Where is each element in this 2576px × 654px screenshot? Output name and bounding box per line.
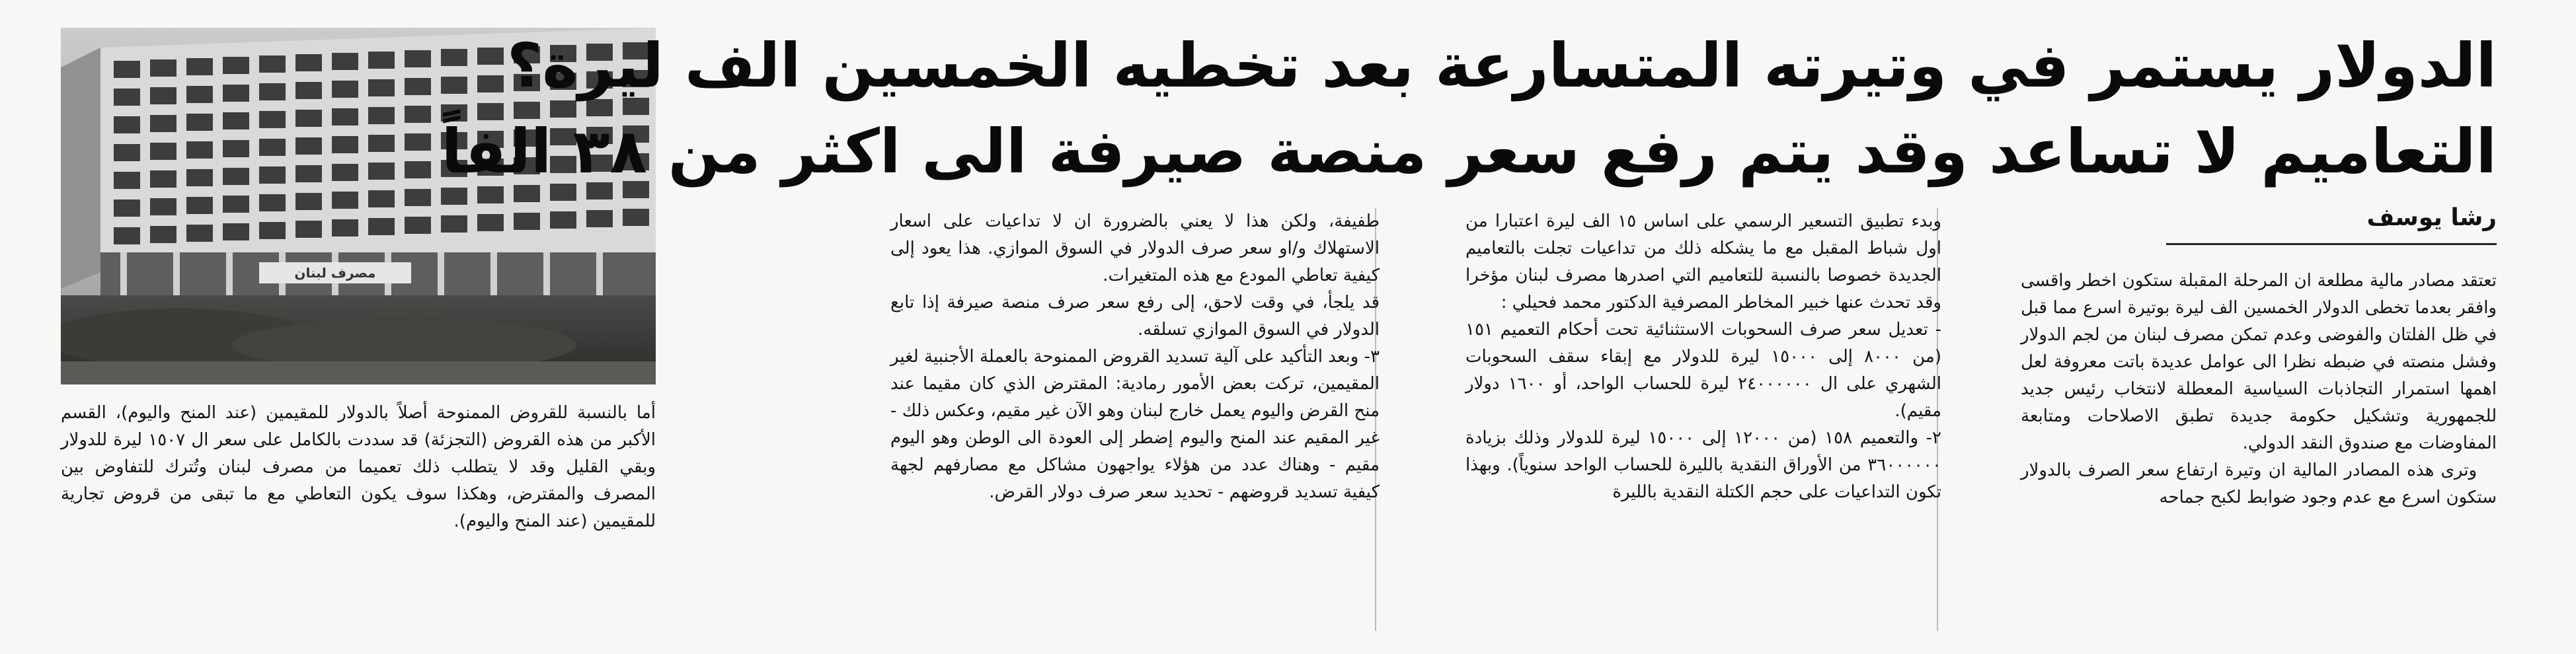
paragraph: ٣- وبعد التأكيد على آلية تسديد القروض الممنوحة بالعملة الأجنبية لغير المقيمين، تركت بعض الأمور رمادية: المقترض الذي كان مقيما عند منح القرض واليوم يعمل خارج لبنان وهو الآن غير مقيم، وعكس ذلك - غير المقيم عند المنح واليوم إضطر إلى العودة الى الوطن وهو اليوم مقيم - وهناك عدد من هؤلاء يواجهون مشاكل مع مصارفهم لجهة كيفية تسديد قروضهم - تحديد سعر صرف دولار القرض. — [890, 347, 1380, 502]
article-column-middle-right — [1465, 208, 1941, 506]
headline-line-2: التعاميم لا تساعد وقد يتم رفع سعر منصة صيرفة الى اكثر من ٣٨ الفاً — [441, 116, 2497, 187]
paragraph: وبدء تطبيق التسعير الرسمي على اساس ١٥ الف ليرة اعتبارا من اول شباط المقبل مع ما يشكله ذلك من تداعيات تجلت بالتعاميم الجديدة خصوصا بالنسبة للتعاميم التي اصدرها مصرف لبنان مؤخرا وقد تحدث عنها خبير المخاطر المصرفية الدكتور محمد فحيلي : — [1465, 211, 1942, 312]
paragraph: - تعديل سعر صرف السحوبات الاستثنائية تحت أحكام التعميم ١٥١ (من ٨٠٠٠ إلى ١٥٠٠٠ ليرة للدولار مع إبقاء سقف السحوبات الشهري على ال ٢٤٠٠٠٠٠٠ ليرة للحساب الواحد، أو ١٦٠٠ دولار مقيم). — [1465, 320, 1941, 421]
paragraph: قد يلجأ، في وقت لاحق، إلى رفع سعر صرف منصة صيرفة إذا تابع الدولار في السوق الموازي تسلقه. — [890, 293, 1380, 340]
paragraph: ٢- والتعميم ١٥٨ (من ١٢٠٠٠ إلى ١٥٠٠٠ ليرة للدولار وذلك بزيادة ٣٦٠٠٠٠٠٠ من الأوراق النقدية بالليرة للحساب الواحد سنوياً). وبهذا تكون التداعيات على حجم الكتلة النقدية بالليرة — [1465, 428, 1941, 502]
paragraph: طفيفة، ولكن هذا لا يعني بالضرورة ان لا تداعيات على اسعار الاستهلاك و/او سعر صرف الدولار في السوق الموازي. هذا يعود إلى كيفية تعاطي المودع مع هذه المتغيرات. — [890, 211, 1380, 285]
article-column-left — [61, 400, 656, 535]
paragraph: وترى هذه المصادر المالية ان وتيرة ارتفاع سعر الصرف بالدولار ستكون اسرع مع عدم وجود ضوابط لكبح جماحه — [2021, 460, 2497, 507]
article-column-right — [2021, 268, 2497, 511]
byline-divider — [2166, 243, 2497, 245]
article-column-middle-left — [890, 208, 1380, 506]
byline: رشا يوسف — [2366, 204, 2497, 231]
paragraph: أما بالنسبة للقروض الممنوحة أصلاً بالدولار للمقيمين (عند المنح واليوم)، القسم الأكبر من هذه القروض (التجزئة) قد سددت بالكامل على سعر ال ١٥٠٧ ليرة للدولار وبقي القليل وقد لا يتطلب ذلك تعميما من مصرف لبنان وتُترك للتفاوض بين المصرف والمقترض، وهكذا سوف يكون التعاطي مع ما تبقى من قروض تجارية للمقيمين (عند المنح واليوم). — [61, 403, 656, 531]
photo-sign-text: مصرف لبنان — [294, 265, 376, 281]
paragraph: تعتقد مصادر مالية مطلعة ان المرحلة المقبلة ستكون اخطر واقسى وافقر بعدما تخطى الدولار الخمسين الف ليرة بوتيرة اسرع مما قبل في ظل الفلتان والفوضى وعدم تمكن مصرف لبنان من لجم الدولار وفشل منصته في ضبطه نظرا الى عوامل عديدة باتت معروفة لعل اهمها استمرار التجاذبات السياسية المعطلة لانتخاب رئيس جديد للجمهورية وتشكيل حكومة جديدة تطبق الاصلاحات ومتابعة المفاوضات مع صندوق النقد الدولي. — [2021, 271, 2497, 453]
headline-line-1: الدولار يستمر في وتيرته المتسارعة بعد تخطيه الخمسين الف ليرة؟ — [506, 30, 2497, 101]
